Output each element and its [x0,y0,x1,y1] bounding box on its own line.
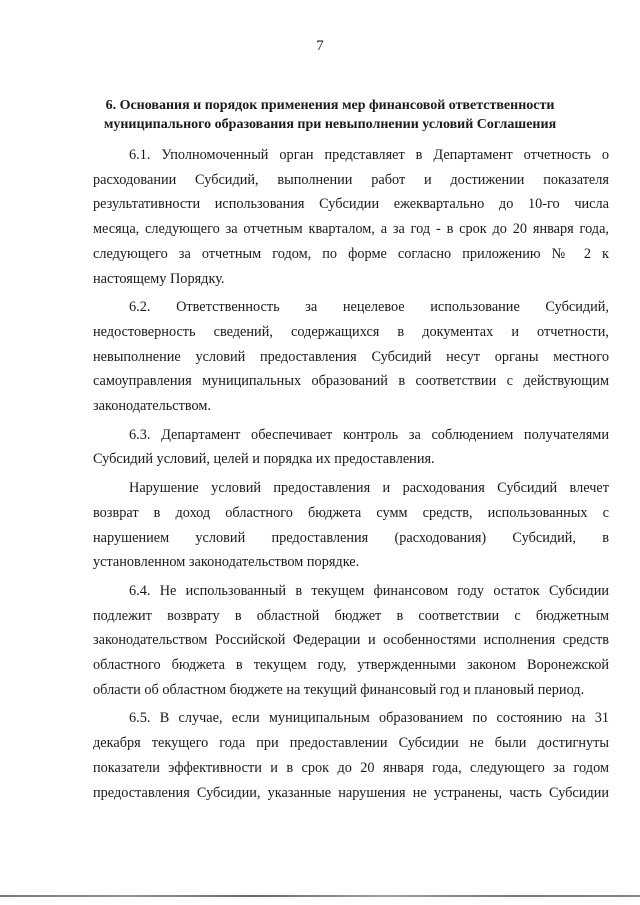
text-line: результативности использования Субсидии ежеквартально до 10-го числа [93,196,609,213]
text-line: областного бюджета в текущем году, утвержденными законом Воронежской [93,657,609,674]
page-bottom-edge [0,895,640,897]
text-line: предоставления Субсидии, указанные нарушения не устранены, часть Субсидии [93,784,609,801]
paragraph-6-1 [93,143,609,291]
text-line: показатели эффективности и в срок до 20 января года, следующего за годом [93,759,609,776]
text-line: расходовании Субсидий, выполнении работ и достижении показателя [93,171,609,188]
paragraph-6-4 [93,579,609,703]
text-line: следующего за отчетным годом, по форме согласно приложению № 2 к [93,245,609,262]
text-line: 6.4. Не использованный в текущем финансовом году остаток Субсидии [129,582,609,599]
document-body [93,143,609,809]
text-line: законодательством Российской Федерации и особенностями исполнения средств [93,632,609,649]
text-line: Субсидий условий, целей и порядка их предоставления. [93,451,435,468]
text-line: установленном законодательством порядке. [93,554,360,571]
text-line: 6.1. Уполномоченный орган представляет в Департамент отчетность о [129,147,609,163]
section-heading [60,96,600,134]
text-line: настоящему Порядку. [93,270,225,287]
text-line: 6.2. Ответственность за нецелевое использование Субсидий, [129,299,609,316]
text-line: невыполнение условий предоставления Субсидий несут органы местного [93,348,609,365]
text-line: возврат в доход областного бюджета сумм средств, использованных с [93,504,609,521]
text-line: декабря текущего года при предоставлении Субсидии не были достигнуты [93,735,609,752]
section-heading-line-1: 6. Основания и порядок применения мер финансовой ответственности [105,98,555,113]
text-line: самоуправления муниципальных образований в соответствии с действующим [93,373,609,390]
text-line: 6.3. Департамент обеспечивает контроль за соблюдением получателями [129,426,609,443]
text-line: законодательством. [93,398,211,415]
paragraph-6-2 [93,295,609,419]
paragraph-6-5 [93,706,609,805]
paragraph-violation [93,476,609,575]
page-number: 7 [316,38,324,54]
text-line: нарушением условий предоставления (расходования) Субсидий, в [93,529,609,546]
text-line: недостоверность сведений, содержащихся в документах и отчетности, [93,323,609,340]
paragraph-6-3 [93,423,609,472]
text-line: 6.5. В случае, если муниципальным образованием по состоянию на 31 [129,710,609,727]
section-heading-line-2: муниципального образования при невыполнении условий Соглашения [103,117,557,132]
text-line: области об областном бюджете на текущий финансовый год и плановый период. [93,681,585,698]
text-line: подлежит возврату в областной бюджет в соответствии с бюджетным [93,607,609,624]
text-line: месяца, следующего за отчетным кварталом, а за год - в срок до 20 января года, [93,221,609,238]
text-line: Нарушение условий предоставления и расходования Субсидий влечет [129,480,609,497]
